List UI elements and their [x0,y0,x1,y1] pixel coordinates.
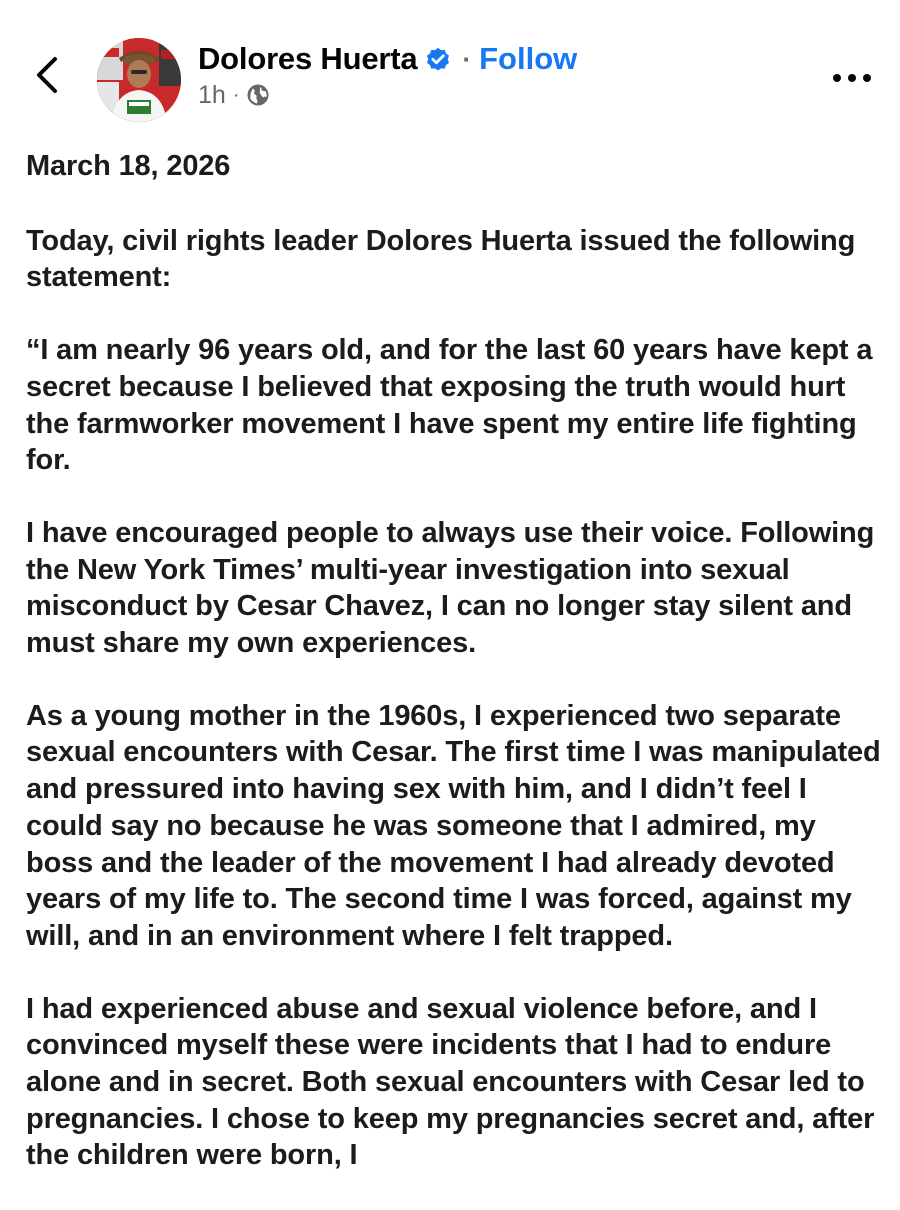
back-button[interactable] [28,50,68,100]
avatar-photo [97,38,181,122]
post-paragraph: I have encouraged people to always use their voice. Following the New York Times’ multi-year investigation into sexual misconduct by Cesar Chavez, I can no longer stay silent and must share my own experiences. [26,516,875,660]
post-date: March 18, 2026 [26,150,231,182]
more-options-button[interactable] [830,66,874,90]
globe-icon [246,83,270,107]
meta-separator-dot: · [232,83,240,106]
post-header [0,0,900,130]
post-paragraph: I had experienced abuse and sexual violence before, and I convinced myself these were incidents that I had to endure alone and in secret. Both sexual encounters with Cesar led to pregnancies. I chose to keep my pregnancies secret and, after the children were born, I [26,992,875,1172]
post-timestamp[interactable]: 1h [198,80,226,109]
chevron-left-icon [28,50,68,100]
post-paragraph: Today, civil rights leader Dolores Huerta issued the following statement: [26,224,856,294]
follow-button[interactable]: Follow [479,41,578,76]
more-horizontal-icon [830,66,874,90]
post-meta [198,80,270,110]
author-name[interactable]: Dolores Huerta [198,41,418,76]
author-avatar[interactable] [97,38,181,122]
author-line [198,38,577,80]
post-paragraph: “I am nearly 96 years old, and for the last 60 years have kept a secret because I believed that exposing the truth would hurt the farmworker movement I have spent my entire life fighting for. [26,334,873,477]
post-body [26,148,886,1210]
post-paragraph: As a young mother in the 1960s, I experienced two separate sexual encounters with Cesar. The first time I was manipulated and pressured into having sex with him, and I didn’t feel I could say no because he was someone that I admired, my boss and the leader of the movement I had already devoted years of my life to. The second time I was forced, against my will, and in an environment where I felt trapped. [26,699,881,952]
separator-dot: · [462,43,472,74]
verified-badge-icon [424,45,452,73]
